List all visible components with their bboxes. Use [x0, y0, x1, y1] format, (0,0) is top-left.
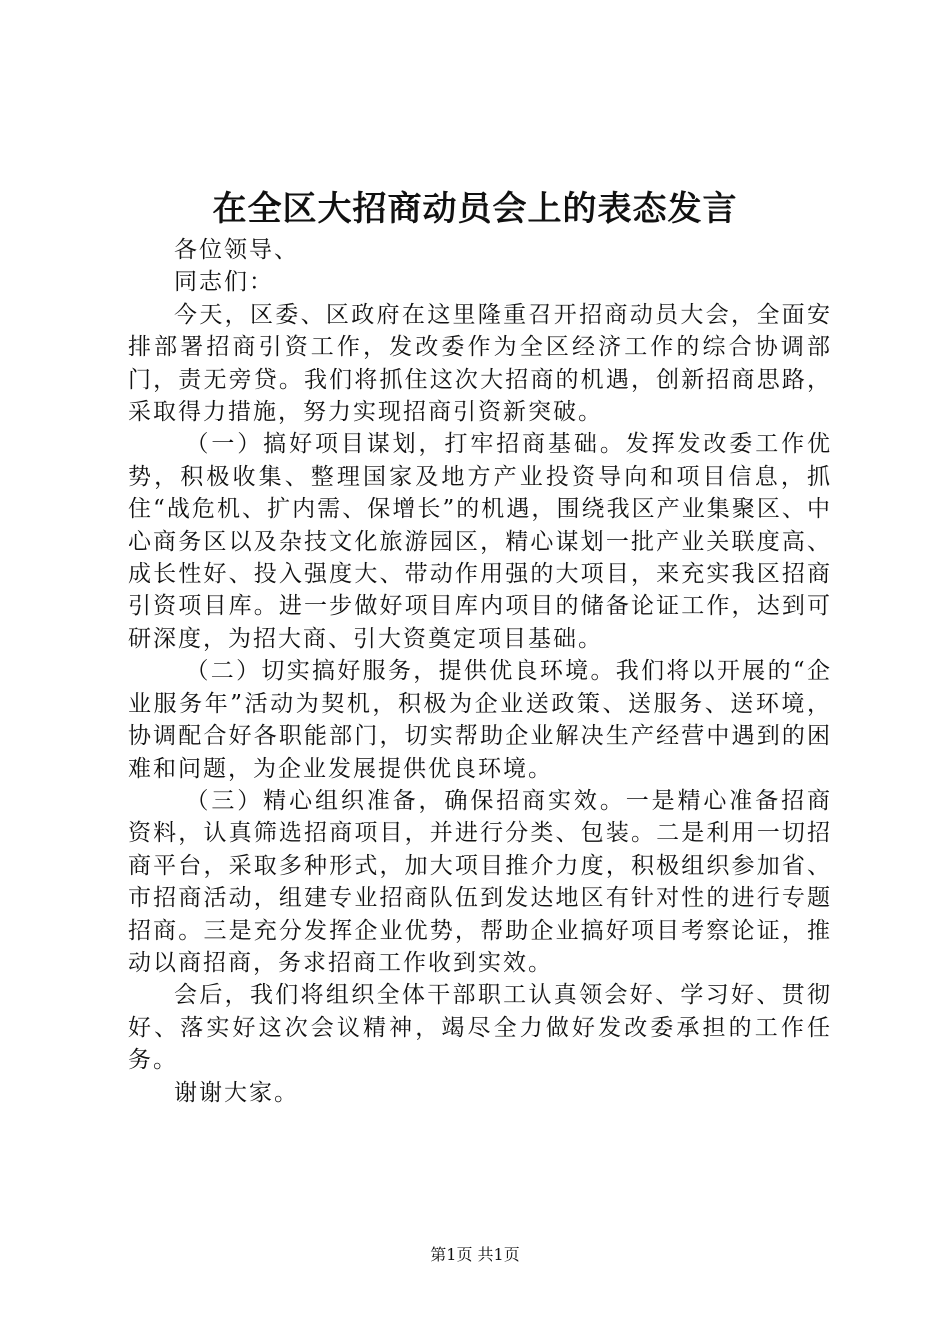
closing-line: 谢谢大家。 [174, 1079, 299, 1106]
section-paragraph-2: （二）切实搞好服务，提供优良环境。我们将以开展的“企业服务年”活动为契机，积极为企业送政策、送服务、送环境，协调配合好各职能部门，切实帮助企业解决生产经营中遇到的困难和问题，为企业发展提供优良环境。 [128, 658, 832, 782]
document-body [128, 234, 832, 1109]
section-paragraph-3: （三）精心组织准备，确保招商实效。一是精心准备招商资料，认真筛选招商项目，并进行分类、包装。二是利用一切招商平台，采取多种形式，加大项目推介力度，积极组织参加省、市招商活动，组建专业招商队伍到发达地区有针对性的进行专题招商。三是充分发挥企业优势，帮助企业搞好项目考察论证，推动以商招商，务求招商工作收到实效。 [128, 787, 832, 976]
conclusion-paragraph: 会后，我们将组织全体干部职工认真领会好、学习好、贯彻好、落实好这次会议精神，竭尽全力做好发改委承担的工作任务。 [128, 982, 832, 1074]
salutation-line: 同志们： [174, 269, 274, 296]
section-paragraph-1: （一）搞好项目谋划，打牢招商基础。发挥发改委工作优势，积极收集、整理国家及地方产业投资导向和项目信息，抓住“战危机、扩内需、保增长”的机遇，围绕我区产业集聚区、中心商务区以及杂技文化旅游园区，精心谋划一批产业关联度高、成长性好、投入强度大、带动作用强的大项目，来充实我区招商引资项目库。进一步做好项目库内项目的储备论证工作，达到可研深度，为招大商、引大资奠定项目基础。 [128, 431, 832, 652]
salutation-line: 各位领导、 [174, 237, 299, 263]
page-footer: 第1页 共1页 [430, 1245, 520, 1264]
intro-paragraph: 今天，区委、区政府在这里隆重召开招商动员大会，全面安排部署招商引资工作，发改委作为全区经济工作的综合协调部门，责无旁贷。我们将抓住这次大招商的机遇，创新招商思路，采取得力措施，努力实现招商引资新突破。 [128, 301, 832, 426]
document-title: 在全区大招商动员会上的表态发言 [212, 189, 738, 229]
